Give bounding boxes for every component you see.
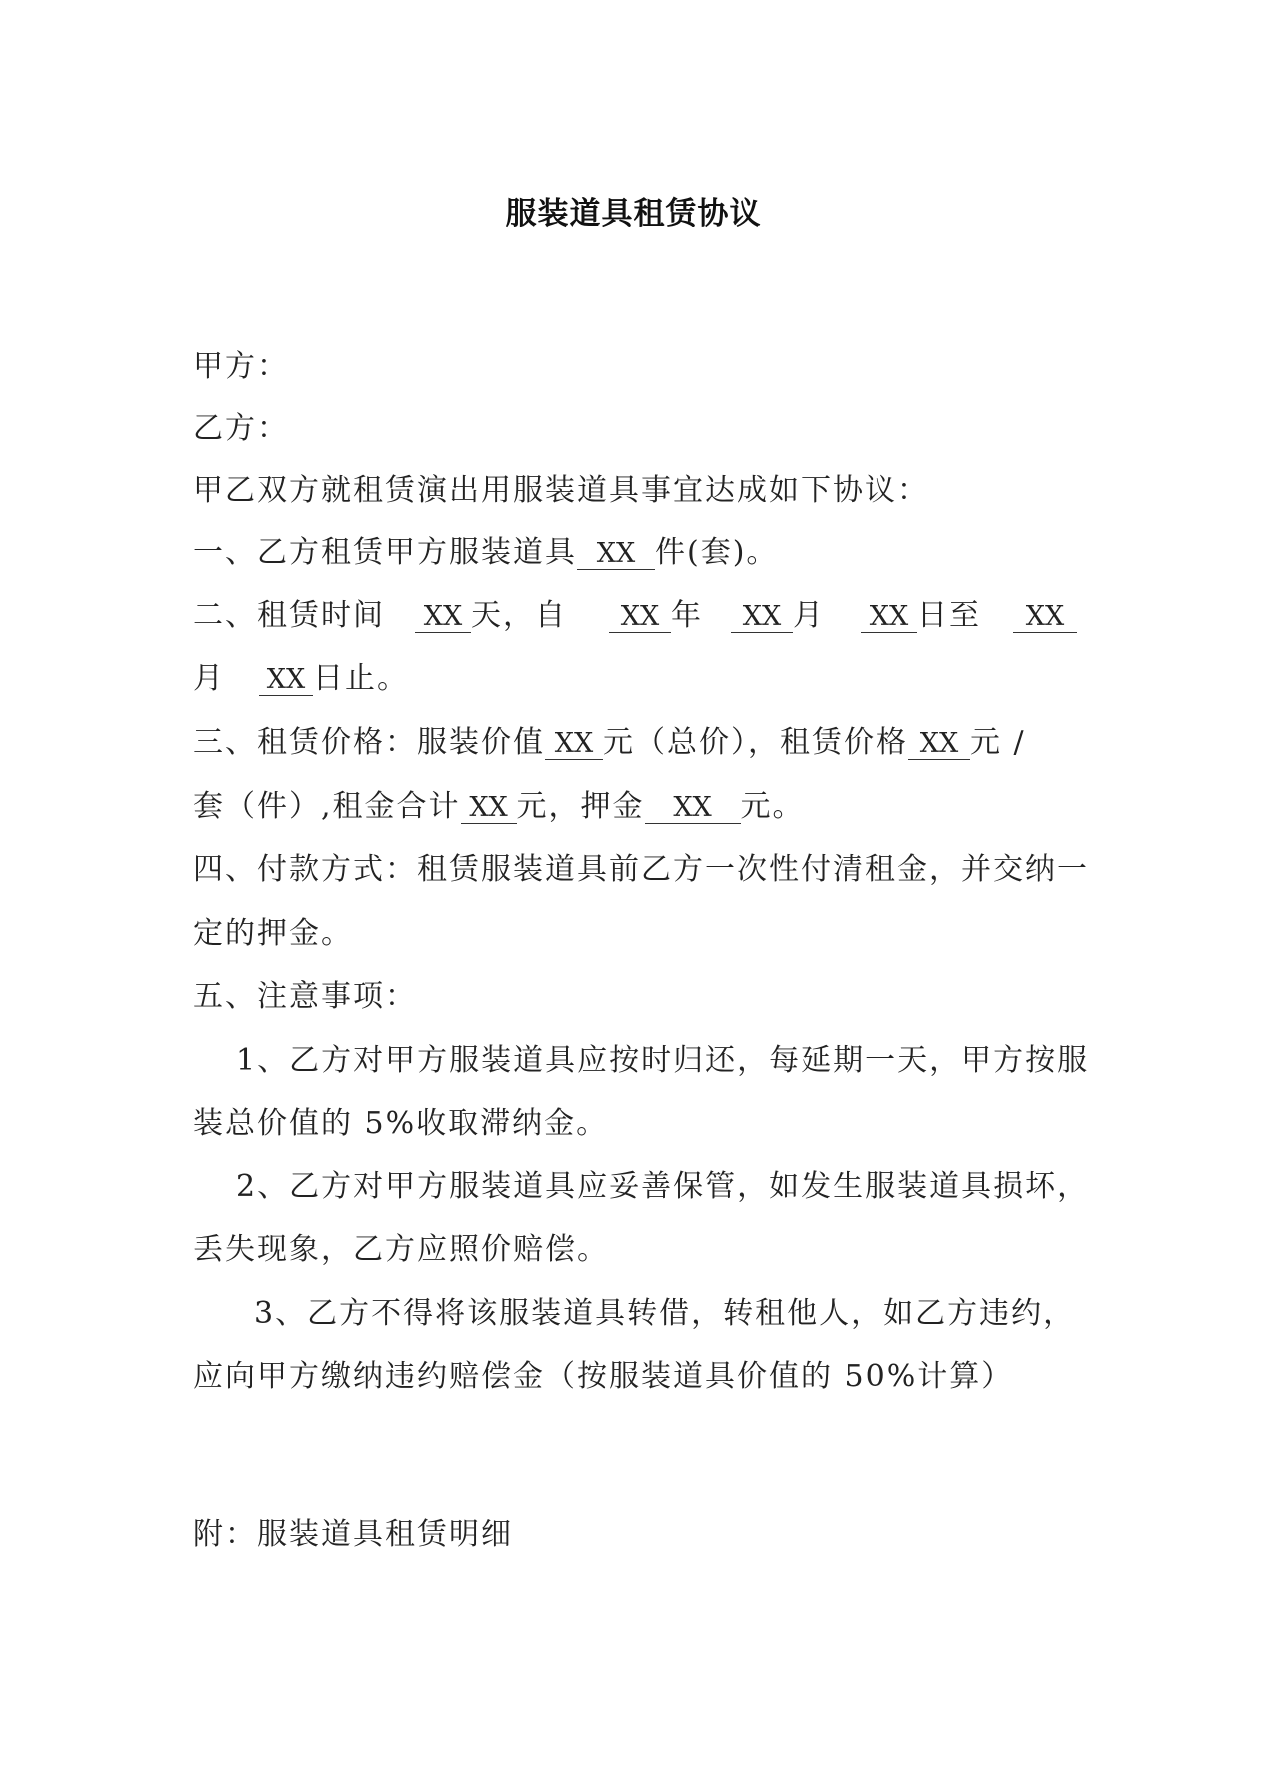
clause-3-prefix: 三、租赁价格：服装价值: [193, 725, 545, 760]
month-blank: XX: [731, 602, 793, 633]
day-unit: 日至: [917, 598, 981, 633]
end-month-unit: 月: [193, 661, 225, 696]
clause-2: [193, 596, 1077, 636]
month-unit: 月: [793, 598, 825, 633]
end-day-unit: 日止。: [313, 661, 409, 696]
clause-3-cont: [193, 787, 805, 827]
days-blank: XX: [415, 602, 471, 633]
note-3-line-2: 应向甲方缴纳违约赔偿金（按服装道具价值的 50%计算）: [193, 1359, 1014, 1394]
document-title: 服装道具租赁协议: [505, 196, 762, 232]
total-blank: XX: [461, 793, 517, 824]
total-unit: 元，押金: [516, 789, 645, 824]
clause-1-prefix: 一、乙方租赁甲方服装道具: [193, 535, 577, 570]
deposit-blank: XX: [645, 793, 741, 824]
clause-4-line-1: 四、付款方式：租赁服装道具前乙方一次性付清租金，并交纳一: [193, 852, 1089, 887]
price-unit: 元 /: [970, 725, 1026, 760]
clause-3: [193, 723, 1026, 763]
party-b-label: 乙方：: [193, 411, 289, 446]
intro-text: 甲乙双方就租赁演出用服装道具事宜达成如下协议：: [193, 473, 929, 508]
end-day-blank: XX: [259, 665, 313, 696]
party-a-label: 甲方：: [193, 349, 289, 384]
note-3-line-1: 3、乙方不得将该服装道具转借，转租他人，如乙方违约，: [254, 1296, 1076, 1331]
clause-1-suffix: 件(套)。: [655, 535, 779, 570]
clause-1: [193, 533, 778, 573]
day-blank: XX: [861, 602, 917, 633]
note-2-line-1: 2、乙方对甲方服装道具应妥善保管，如发生服装道具损坏，: [236, 1169, 1090, 1204]
note-1-line-2: 装总价值的 5%收取滞纳金。: [193, 1106, 609, 1141]
deposit-unit: 元。: [740, 789, 805, 824]
price-blank: XX: [908, 729, 970, 760]
end-month-blank: XX: [1013, 602, 1077, 633]
clause-2-prefix: 二、租赁时间: [193, 598, 385, 633]
clause-3-line2-prefix: 套（件）,租金合计: [193, 789, 461, 824]
note-1-line-1: 1、乙方对甲方服装道具应按时归还，每延期一天，甲方按服: [236, 1043, 1090, 1078]
value-blank: XX: [545, 729, 603, 760]
days-unit: 天，自: [471, 598, 567, 633]
note-2-line-2: 丢失现象，乙方应照价赔偿。: [193, 1232, 609, 1267]
value-unit: 元（总价），租赁价格: [603, 725, 908, 760]
clause-4-line-2: 定的押金。: [193, 916, 353, 951]
clause-5-heading: 五、注意事项：: [193, 979, 417, 1014]
year-blank: XX: [609, 602, 671, 633]
clause-2-cont: [193, 659, 409, 699]
quantity-blank: XX: [577, 539, 655, 570]
appendix-label: 附：服装道具租赁明细: [193, 1517, 513, 1552]
year-unit: 年: [671, 598, 703, 633]
